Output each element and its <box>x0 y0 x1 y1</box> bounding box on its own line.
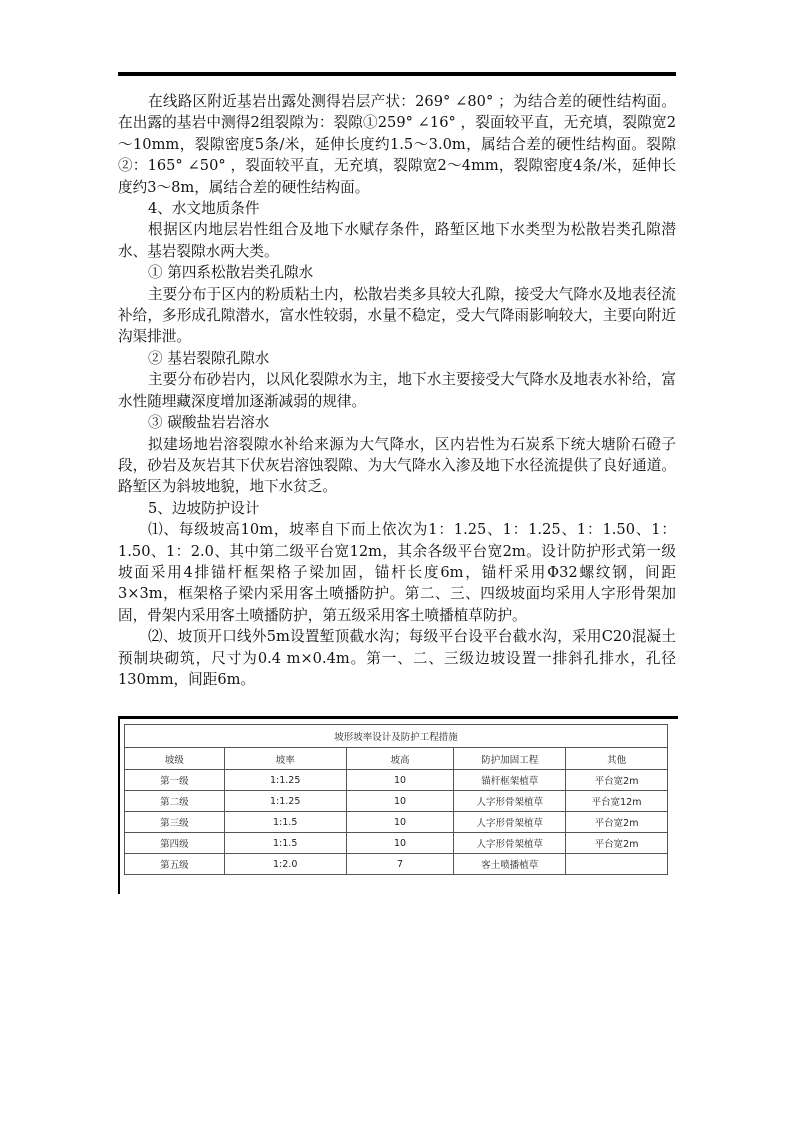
table-cell: 10 <box>346 770 454 791</box>
paragraph: ⑵、坡顶开口线外5m设置堑顶截水沟；每级平台设平台截水沟，采用C20混凝土预制块砌筑，尺寸为0.4 m×0.4m。第一、二、三级边坡设置一排斜孔排水，孔径130mm，间距6m。 <box>118 628 676 688</box>
table-row <box>125 791 668 812</box>
table-cell: 第五级 <box>125 854 225 875</box>
table-header-cell: 坡率 <box>224 748 346 770</box>
section-heading: ② 基岩裂隙孔隙水 <box>148 349 270 367</box>
table-top-border <box>118 716 678 719</box>
table-cell: 1:1.5 <box>224 812 346 833</box>
table-cell: 平台宽2m <box>566 833 668 854</box>
section-heading: 4、水文地质条件 <box>148 200 260 218</box>
table-body <box>125 770 668 875</box>
table-cell: 7 <box>346 854 454 875</box>
table-left-border <box>118 716 120 894</box>
table-cell: 1:1.5 <box>224 833 346 854</box>
table-caption: 坡形坡率设计及防护工程措施 <box>125 725 668 748</box>
paragraph: 主要分布于区内的粉质粘土内，松散岩类多具较大孔隙，接受大气降水及地表径流补给，多形成孔隙潜水，富水性较弱，水量不稳定，受大气降雨影响较大，主要向附近沟渠排泄。 <box>118 285 676 346</box>
paragraph: 根据区内地层岩性组合及地下水赋存条件，路堑区地下水类型为松散岩类孔隙潜水、基岩裂隙水两大类。 <box>118 221 676 260</box>
paragraph: 主要分布砂岩内，以风化裂隙水为主，地下水主要接受大气降水及地表水补给，富水性随埋藏深度增加逐渐减弱的规律。 <box>118 371 676 410</box>
table-header-cell: 防护加固工程 <box>454 748 566 770</box>
section-heading: 5、边坡防护设计 <box>148 499 260 517</box>
table-header-cell: 坡高 <box>346 748 454 770</box>
table-header-cell: 坡级 <box>125 748 225 770</box>
paragraph: ⑴、每级坡高10m，坡率自下而上依次为1：1.25、1：1.25、1：1.50、1：1.50、1：2.0、其中第二级平台宽12m，其余各级平台宽2m。设计防护形式第一级坡面采用4排锚杆框架格子梁加固，锚杆长度6m，锚杆采用Φ32螺纹钢，间距3×3m，框架格子梁内采用客土喷播防护。第二、三、四级坡面均采用人字形骨架加固，骨架内采用客土喷播防护，第五级采用客土喷播植草防护。 <box>118 521 676 624</box>
table-cell: 人字形骨架植草 <box>454 812 566 833</box>
section-heading: ① 第四系松散岩类孔隙水 <box>148 264 314 282</box>
table-row <box>125 854 668 875</box>
table-header-row <box>125 748 668 770</box>
table-cell: 第一级 <box>125 770 225 791</box>
table-row <box>125 770 668 791</box>
table-cell: 平台宽12m <box>566 791 668 812</box>
table-cell: 1:1.25 <box>224 791 346 812</box>
table-cell: 10 <box>346 812 454 833</box>
slope-table-image <box>118 716 678 894</box>
table-cell: 人字形骨架植草 <box>454 791 566 812</box>
paragraph: 拟建场地岩溶裂隙水补给来源为大气降水，区内岩性为石炭系下统大塘阶石磴子段，砂岩及灰岩其下伏灰岩溶蚀裂隙、为大气降水入渗及地下水径流提供了良好通道。路堑区为斜坡地貌，地下水贫乏。 <box>118 435 676 496</box>
table-cell <box>566 854 668 875</box>
table-header-cell: 其他 <box>566 748 668 770</box>
section-heading: ③ 碳酸盐岩岩溶水 <box>148 414 270 432</box>
table-cell: 1:2.0 <box>224 854 346 875</box>
table-cell: 1:1.25 <box>224 770 346 791</box>
header-rule <box>118 72 676 76</box>
slope-design-table <box>124 724 668 875</box>
table-cell: 10 <box>346 833 454 854</box>
table-cell: 平台宽2m <box>566 812 668 833</box>
paragraph: 在线路区附近基岩出露处测得岩层产状：269° ∠80° ；为结合差的硬性结构面。在出露的基岩中测得2组裂隙为：裂隙①259° ∠16° ，裂面较平直，无充填，裂隙宽2～10mm，裂隙密度5条/米，延伸长度约1.5～3.0m，属结合差的硬性结构面。裂隙②：165° ∠50° ，裂面较平直，无充填，裂隙宽2～4mm，裂隙密度4条/米，延伸长度约3～8m，属结合差的硬性结构面。 <box>118 93 676 196</box>
table-cell: 10 <box>346 791 454 812</box>
table-row <box>125 812 668 833</box>
table-row <box>125 833 668 854</box>
table-cell: 人字形骨架植草 <box>454 833 566 854</box>
table-cell: 第三级 <box>125 812 225 833</box>
table-cell: 第四级 <box>125 833 225 854</box>
table-cell: 客土喷播植草 <box>454 854 566 875</box>
table-cell: 锚杆框架植草 <box>454 770 566 791</box>
table-cell: 第二级 <box>125 791 225 812</box>
table-cell: 平台宽2m <box>566 770 668 791</box>
document-body <box>118 91 676 690</box>
